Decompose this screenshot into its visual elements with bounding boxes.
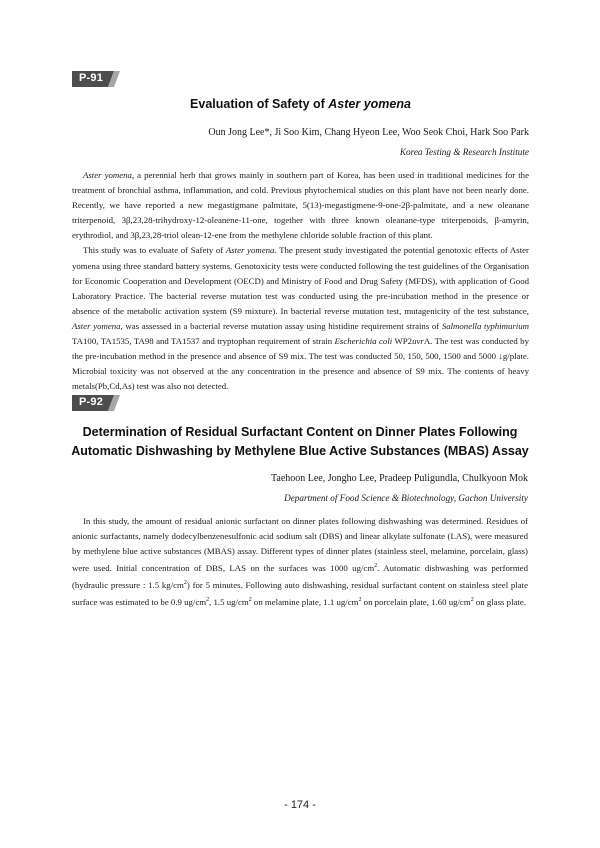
paragraph: In this study, the amount of residual anionic surfactant on dinner plates following dishwashing was determined. Residues of anionic surfactants, namely dodecylbenzenesulfonic acid sodium salt (DBS) and linear alkylate sulfonate (LAS), were measured by methylene blue active substances (MBAS) assay. Different types of dinner plates (stainless steel, melamine, porcelain, glass) were used. Initial concentration of DBS, LAS on the surfaces was 1000 $ug/cm^2$. Automatic dishwashing was performed (hydraulic pressure : 1.5 $kg/cm^2$) for 5 minutes. Following auto dishwashing, residual surfactant content on stainless steel plate surface was estimated to be 0.9 $ug/cm^2$, 1.5 $ug/cm^2$ on melamine plate, 1.1 $ug/cm^2$ on porcelain plate, 1.60 $ug/cm^2$ on glass plate. xyxy=(72,516,528,608)
affiliation: Korea Testing & Research Institute xyxy=(399,147,529,157)
paper-code: P-92 xyxy=(79,396,104,408)
abstract-body xyxy=(72,168,529,394)
abstract-p92 xyxy=(66,423,534,610)
paragraph: This study was to evaluate of Safety of Aster yomena. The present study investigated the potential genotoxic effects of Aster yomena using three standard battery systems. Genotoxicity tests were conducted following the test guidelines of the Organisation for Economic Cooperation and Development (OECD) and Ministry of Food and Drug Safety (MFDS), with application of Good Laboratory Practice. The bacterial reverse mutation test was conducted using the pre-incubation method in the presence or absence of the metabolic activation system (S9 mixture). In bacterial reverse mutation test, mutagenicity of the test substance, Aster yomena, was assessed in a bacterial reverse mutation assay using histidine requirement strains of Salmonella typhimurium TA100, TA1535, TA98 and TA1537 and tryptophan requirement of strain Escherichia coli WP2uvrA. The test was conducted by the pre-incubation method in the presence and absence of S9 mix. The test was conducted 50, 150, 500, 1500 and 5000 ↓g/plate. Microbial toxicity was not observed at the any concentration in the presence and absence of S9 mix. The contents of heavy metals(Pb,Cd,As) test was also not detected. xyxy=(72,245,529,392)
paragraph: Aster yomena, a perennial herb that grows mainly in southern part of Korea, has been used in traditional medicines for the treatment of bronchial asthma, inflammation, and cold. Previous phytochemical studies on this plant have not been nearly done. Recently, we have reported a new megastigmane palmitate, 5(13)-megastigmene-9-one-2β-palmitate, and a new oleanane triterpenoid, 3β,23,28-trihydroxy-12-oleanene-11-one, together with three known oleanane-type triterpenoids, β-amyrin, erythrodiol, and 3β,23,28-triol olean-12-ene from the methylene chloride soluble fraction of this plant. xyxy=(72,170,529,241)
paper-code: P-91 xyxy=(79,72,104,84)
paper-code-badge xyxy=(72,71,120,87)
author-list: Oun Jong Lee*, Ji Soo Kim, Chang Hyeon Lee, Woo Seok Choi, Hark Soo Park xyxy=(208,127,529,138)
paper-code-badge xyxy=(72,395,120,411)
abstract-body xyxy=(72,514,528,610)
page-number: - 174 - xyxy=(284,799,316,811)
affiliation: Department of Food Science & Biotechnology, Gachon University xyxy=(284,493,528,503)
paper-title: Evaluation of Safety of Aster yomena xyxy=(190,97,411,111)
abstract-p91 xyxy=(72,95,529,394)
paper-title: Determination of Residual Surfactant Content on Dinner Plates Following Automatic Dishwashing by Methylene Blue Active Substances (MBAS) Assay xyxy=(71,425,529,458)
author-list: Taehoon Lee, Jongho Lee, Pradeep Puligundla, Chulkyoon Mok xyxy=(270,473,528,484)
